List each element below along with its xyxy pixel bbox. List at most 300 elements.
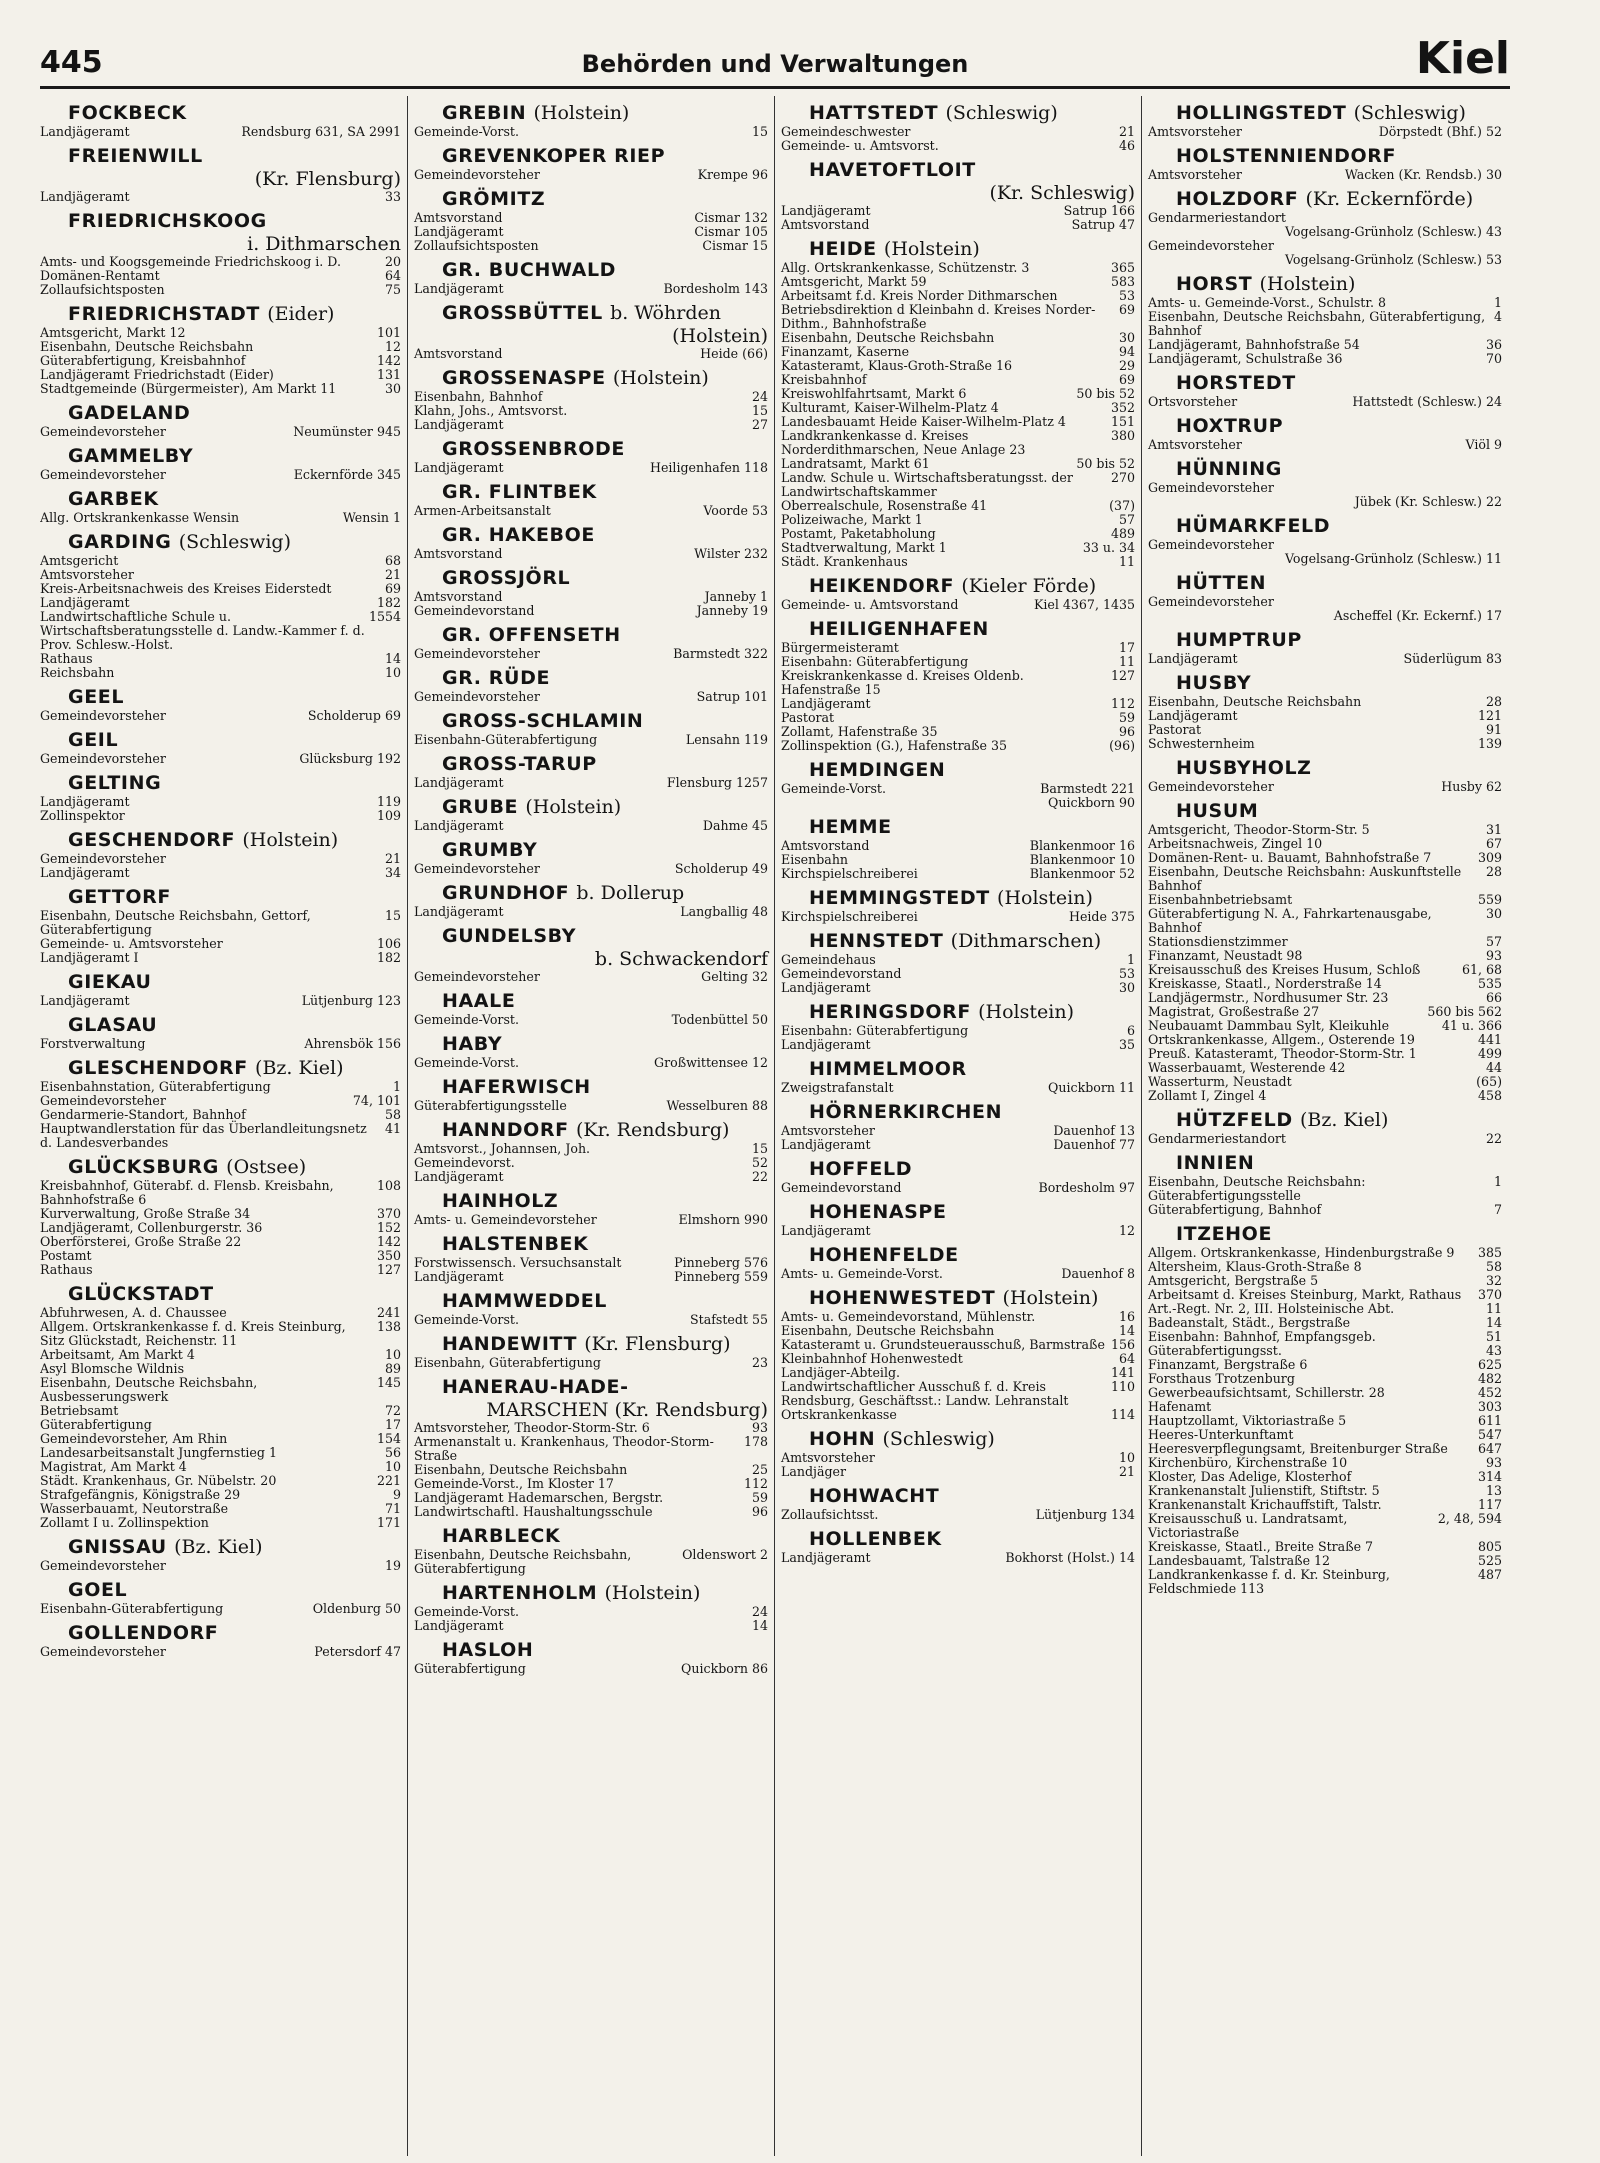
place-heading (1148, 273, 1502, 296)
entry-label: Allgem. Ortskrankenkasse, Hindenburgstraße 9 (1148, 1245, 1455, 1260)
entry-row (781, 1038, 1135, 1052)
place-name: FRIEDRICHSKOOG (68, 210, 267, 232)
place-block (414, 367, 768, 432)
entry-row (1148, 695, 1502, 709)
place-heading (781, 1101, 1135, 1124)
entry-label: Eisenbahn, Deutsche Reichsbahn, Gettorf, Güterabfertigung (40, 908, 311, 937)
entry-row (781, 839, 1135, 853)
entry-row (1148, 1061, 1502, 1075)
entry-row (414, 690, 768, 704)
entry-phone: Barmstedt 322 (673, 646, 768, 661)
entry-row (1148, 1005, 1502, 1019)
entry-row (781, 1181, 1135, 1195)
place-heading (1148, 672, 1502, 695)
place-block (781, 759, 1135, 810)
place-block (40, 1579, 401, 1616)
entry-label: Gemeinde-Vorst. (414, 124, 519, 139)
entry-label: Finanzamt, Bergstraße 6 (1148, 1357, 1308, 1372)
entry-phone: 27 (751, 417, 768, 432)
place-name: HAINHOLZ (442, 1190, 559, 1212)
place-heading (781, 575, 1135, 598)
entry-row (40, 582, 401, 596)
entry-row (40, 1094, 401, 1108)
place-qualifier: (Schleswig) (178, 531, 291, 553)
place-name: HARBLECK (442, 1525, 561, 1547)
entry-label: Altersheim, Klaus-Groth-Straße 8 (1148, 1259, 1362, 1274)
entry-label: Allg. Ortskrankenkasse, Schützenstr. 3 (781, 260, 1030, 275)
entry-phone: Blankenmoor 16 (1029, 838, 1135, 853)
column-3 (774, 96, 1141, 2156)
entry-row (40, 909, 401, 937)
entry-row (414, 905, 768, 919)
entry-row (40, 809, 401, 823)
entry-row (40, 568, 401, 582)
entry-label: Städt. Krankenhaus (781, 554, 908, 569)
entry-row (1148, 552, 1502, 566)
entry-label: Eisenbahn, Bahnhof (414, 389, 543, 404)
entry-label: Landjägeramt (781, 1137, 871, 1152)
place-name: HIMMELMOOR (809, 1058, 967, 1080)
entry-phone: 101 (376, 325, 401, 340)
entry-label: Zollaufsichtsposten (40, 282, 165, 297)
entry-phone: 142 (376, 353, 401, 368)
entry-label: Amtsgericht, Markt 59 (781, 274, 927, 289)
entry-phone: 24 (751, 1604, 768, 1619)
entry-row (1148, 1033, 1502, 1047)
entry-label: Amtsvorstand (414, 346, 503, 361)
entry-phone: Todenbüttel 50 (671, 1012, 768, 1027)
entry-label: Wasserbauamt, Neutorstraße (40, 1501, 229, 1516)
entry-row (781, 953, 1135, 967)
entry-label: Gemeindevorsteher (414, 167, 540, 182)
entry-label: Amtsvorsteher (781, 1123, 875, 1138)
entry-row (781, 655, 1135, 669)
entry-label: Gemeindevorstand (781, 1180, 902, 1195)
entry-row (781, 429, 1135, 457)
entry-row (40, 994, 401, 1008)
entry-row (1148, 1344, 1502, 1358)
entry-row (40, 368, 401, 382)
place-name: GR. HAKEBOE (442, 524, 595, 546)
entry-label: Landjäger (781, 1464, 846, 1479)
entry-row (414, 1270, 768, 1284)
entry-label: Gemeinde-Vorst. (414, 1055, 519, 1070)
entry-label: Landjägeramt (40, 794, 130, 809)
entry-row (1148, 1540, 1502, 1554)
entry-phone: 1 (1493, 295, 1502, 310)
entry-row (40, 1348, 401, 1362)
entry-label: Katasteramt, Klaus-Groth-Straße 16 (781, 358, 1012, 373)
entry-row (414, 1421, 768, 1435)
entry-label: Kreiskasse, Staatl., Breite Straße 7 (1148, 1539, 1374, 1554)
entry-label: Eisenbahn, Deutsche Reichsbahn, Ausbesserungswerk (40, 1375, 258, 1404)
entry-row (1148, 1302, 1502, 1316)
place-heading (781, 1428, 1135, 1451)
place-heading (414, 753, 768, 776)
entry-row (1148, 977, 1502, 991)
entry-row (414, 590, 768, 604)
entry-row (1148, 609, 1502, 623)
entry-phone: 30 (384, 381, 401, 396)
place-block (414, 1525, 768, 1576)
place-qualifier: (Holstein) (533, 102, 630, 124)
entry-phone: (96) (1109, 738, 1135, 753)
entry-phone: 96 (1118, 724, 1135, 739)
entry-phone: 11 (1118, 654, 1135, 669)
entry-row (414, 1099, 768, 1113)
entry-phone: (65) (1476, 1074, 1502, 1089)
place-block (1148, 757, 1502, 794)
entry-label: Arbeitsamt d. Kreises Steinburg, Markt, Rathaus (1148, 1287, 1462, 1302)
entry-phone: 139 (1477, 736, 1502, 751)
entry-label: Landwirtschaftlicher Ausschuß f. d. Kreis Rendsburg, Geschäftsst.: Landw. Lehranstalt (781, 1379, 1069, 1408)
place-block (414, 438, 768, 475)
entry-phone: 72 (384, 1403, 401, 1418)
entry-label: Landjägeramt (1148, 708, 1238, 723)
entry-row (40, 666, 401, 680)
place-name: HAMMWEDDEL (442, 1290, 607, 1312)
entry-phone: 15 (751, 403, 768, 418)
entry-label: Kreisbahnhof, Güterabf. d. Flensb. Kreisbahn, Bahnhofstraße 6 (40, 1178, 334, 1207)
place-name: HOHN (809, 1428, 876, 1450)
entry-phone: 46 (1118, 138, 1135, 153)
entry-row (1148, 1372, 1502, 1386)
entry-row (781, 387, 1135, 401)
entry-row (781, 513, 1135, 527)
entry-row (40, 652, 401, 666)
entry-label: Güterabfertigung, Bahnhof (1148, 1202, 1322, 1217)
place-qualifier: (Holstein) (1259, 273, 1356, 295)
entry-label: Gemeinde-Vorst. (414, 1604, 519, 1619)
entry-row (40, 1235, 401, 1249)
place-heading (1148, 757, 1502, 780)
entry-phone: Blankenmoor 52 (1029, 866, 1135, 881)
entry-phone: 370 (376, 1206, 401, 1221)
place-heading (40, 1622, 401, 1645)
entry-row (414, 604, 768, 618)
entry-phone: Wesselburen 88 (666, 1098, 768, 1113)
entry-phone: Dauenhof 77 (1053, 1137, 1135, 1152)
place-heading (40, 886, 401, 909)
entry-row (781, 289, 1135, 303)
entry-row (40, 1108, 401, 1122)
entry-label: Landjägeramt (40, 595, 130, 610)
place-heading (40, 686, 401, 709)
place-name: HEMME (809, 816, 892, 838)
entry-phone: 114 (1110, 1407, 1135, 1422)
place-name: HEIKENDORF (809, 575, 955, 597)
place-qualifier: (Bz. Kiel) (174, 1536, 263, 1558)
place-heading (781, 1528, 1135, 1551)
entry-phone: 487 (1477, 1567, 1502, 1582)
entry-row (781, 359, 1135, 373)
entry-phone: 36 (1485, 337, 1502, 352)
entry-label: Strafgefängnis, Königstraße 29 (40, 1487, 241, 1502)
entry-label: Zollinspektor (40, 808, 125, 823)
place-name: HAALE (442, 990, 516, 1012)
entry-label: Gemeinde- u. Amtsvorstand (781, 597, 959, 612)
place-heading (414, 1639, 768, 1662)
entry-row (1148, 1175, 1502, 1203)
entry-label: Gemeindevorsteher (414, 646, 540, 661)
place-block (781, 1201, 1135, 1238)
entry-row (40, 752, 401, 766)
column-4 (1141, 96, 1508, 2156)
entry-row (414, 1548, 768, 1576)
place-heading (414, 367, 768, 390)
entry-label: Amtsvorsteher (1148, 124, 1242, 139)
entry-phone: Neumünster 945 (293, 424, 401, 439)
entry-row (414, 1605, 768, 1619)
entry-row (781, 796, 1135, 810)
entry-row (40, 1306, 401, 1320)
entry-row (1148, 851, 1502, 865)
entry-row (40, 1418, 401, 1432)
entry-phone: 30 (1118, 980, 1135, 995)
entry-label: Landesarbeitsanstalt Jungfernstieg 1 (40, 1445, 277, 1460)
place-heading (40, 402, 401, 425)
entry-phone: 10 (384, 1347, 401, 1362)
entry-row (781, 981, 1135, 995)
entry-label: Kirchspielschreiberei (781, 909, 918, 924)
entry-label: Amtsgericht (40, 553, 119, 568)
entry-phone: 15 (751, 124, 768, 139)
entry-label: Asyl Blomsche Wildnis (40, 1361, 185, 1376)
place-block (40, 1622, 401, 1659)
entry-phone: 31 (1485, 822, 1502, 837)
entry-label: Landjägeramt (781, 1550, 871, 1565)
entry-row (414, 211, 768, 225)
entry-phone: 270 (1110, 470, 1135, 485)
entry-row (781, 1224, 1135, 1238)
entry-phone: 58 (384, 1107, 401, 1122)
entry-row (781, 1124, 1135, 1138)
place-name: GNISSAU (68, 1536, 167, 1558)
entry-label: Gemeindevorsteher (40, 467, 166, 482)
entry-label: Rathaus (40, 651, 93, 666)
entry-phone: 10 (1118, 1450, 1135, 1465)
entry-phone: 119 (376, 794, 401, 809)
place-heading (40, 445, 401, 468)
entry-label: Landjägeramt (781, 1223, 871, 1238)
entry-phone: Satrup 47 (1071, 217, 1135, 232)
place-name: GEIL (68, 729, 119, 751)
place-heading (414, 925, 768, 948)
entry-phone: 109 (376, 808, 401, 823)
entry-row (414, 1505, 768, 1519)
entry-label: Kreiskasse, Staatl., Norderstraße 14 (1148, 976, 1382, 991)
entry-label: Gemeindevorsteher (40, 424, 166, 439)
place-qualifier: (Kr. Eckernförde) (1305, 188, 1474, 210)
place-qualifier: (Holstein) (997, 887, 1093, 909)
entry-row (40, 511, 401, 525)
entry-phone: Oldenswort 2 (682, 1547, 768, 1562)
place-block (40, 772, 401, 823)
entry-label: Landkrankenkasse d. Kreises Norderdithmarschen, Neue Anlage 23 (781, 428, 1026, 457)
entry-phone: 805 (1477, 1539, 1502, 1554)
entry-phone: 89 (384, 1361, 401, 1376)
place-heading (414, 1033, 768, 1056)
entry-phone: 71 (384, 1501, 401, 1516)
entry-row (781, 1465, 1135, 1479)
place-heading (414, 1233, 768, 1256)
entry-label: Gendarmeriestandort (1148, 210, 1286, 225)
entry-label: Magistrat, Großestraße 27 (1148, 1004, 1320, 1019)
entry-label: Kloster, Das Adelige, Klosterhof (1148, 1469, 1352, 1484)
entry-label: Amtsvorsteher (1148, 167, 1242, 182)
place-heading (781, 102, 1135, 125)
entry-row (781, 331, 1135, 345)
entry-label: Gemeindevorsteher (40, 851, 166, 866)
entry-label: Güterabfertigung N. A., Fahrkartenausgabe, Bahnhof (1148, 906, 1432, 935)
entry-label: Kirchenbüro, Kirchenstraße 10 (1148, 1455, 1348, 1470)
entry-phone: 499 (1477, 1046, 1502, 1061)
entry-phone: Quickborn 90 (1048, 795, 1135, 810)
entry-phone: 75 (384, 282, 401, 297)
entry-phone: 152 (376, 1220, 401, 1235)
entry-row (781, 555, 1135, 569)
place-name: HORST (1176, 273, 1253, 295)
place-heading (40, 145, 401, 168)
entry-phone: Flensburg 1257 (666, 775, 768, 790)
entry-row (1148, 1498, 1502, 1512)
place-block (40, 829, 401, 880)
entry-label: Landesbauamt Heide Kaiser-Wilhelm-Platz 4 (781, 414, 1066, 429)
entry-row (781, 739, 1135, 753)
entry-label: Eisenbahn-Güterabfertigung (414, 732, 598, 747)
entry-label: Kleinbahnhof Hohenwestedt (781, 1351, 963, 1366)
place-block (414, 1582, 768, 1633)
place-block (40, 1057, 401, 1150)
entry-row (40, 1249, 401, 1263)
entry-label: Gemeindevorsteher (40, 751, 166, 766)
entry-label: Forstwissensch. Versuchsanstalt (414, 1255, 622, 1270)
entry-row (414, 225, 768, 239)
entry-phone: 10 (384, 665, 401, 680)
entry-row (40, 1645, 401, 1659)
entry-phone: 14 (751, 1618, 768, 1633)
place-qualifier-line: (Kr. Flensburg) (254, 168, 401, 190)
entry-label: Eisenbahn, Deutsche Reichsbahn (781, 1323, 995, 1338)
entry-row (781, 641, 1135, 655)
entry-phone: 145 (376, 1375, 401, 1390)
place-heading (40, 1283, 401, 1306)
place-name: HOHENWESTEDT (809, 1287, 996, 1309)
entry-row (40, 468, 401, 482)
entry-phone: 117 (1477, 1497, 1502, 1512)
place-block (781, 618, 1135, 753)
entry-phone: 25 (751, 1462, 768, 1477)
place-qualifier: (Schleswig) (1353, 102, 1466, 124)
entry-label: Bürgermeisteramt (781, 640, 899, 655)
entry-phone: 22 (751, 1169, 768, 1184)
entry-row (781, 204, 1135, 218)
entry-phone: Bokhorst (Holst.) 14 (1005, 1550, 1135, 1565)
place-heading (1148, 372, 1502, 395)
place-name: HÜMARKFELD (1176, 515, 1331, 537)
entry-row (781, 125, 1135, 139)
entry-label: Eisenbahn: Güterabfertigung (781, 654, 969, 669)
place-heading (414, 667, 768, 690)
entry-row (40, 1179, 401, 1207)
place-heading (1148, 1152, 1502, 1175)
entry-phone: 7 (1493, 1202, 1502, 1217)
place-name: HANNDORF (442, 1119, 569, 1141)
entry-row (1148, 1554, 1502, 1568)
place-block (1148, 515, 1502, 566)
entry-row (414, 1256, 768, 1270)
entry-phone: 50 bis 52 (1076, 456, 1135, 471)
place-qualifier: (Schleswig) (945, 102, 1058, 124)
entry-label: Domänen-Rentamt (40, 268, 160, 283)
place-name: HANDEWITT (442, 1333, 578, 1355)
entry-phone: 17 (1118, 640, 1135, 655)
place-name: HORSTEDT (1176, 372, 1296, 394)
entry-phone: Cismar 105 (694, 224, 768, 239)
entry-phone: Scholderup 49 (674, 861, 768, 876)
entry-phone: 51 (1485, 1329, 1502, 1344)
entry-phone: Jübek (Kr. Schlesw.) 22 (1354, 494, 1502, 509)
entry-row (40, 1460, 401, 1474)
place-heading (40, 1156, 401, 1179)
entry-phone: Dauenhof 13 (1053, 1123, 1135, 1138)
place-block (414, 925, 768, 984)
entry-phone: Vogelsang-Grünholz (Schlesw.) 43 (1284, 224, 1502, 239)
entry-phone: 303 (1477, 1399, 1502, 1414)
entry-label: Eisenbahn-Güterabfertigung (40, 1601, 224, 1616)
entry-row (414, 1435, 768, 1463)
place-block (414, 624, 768, 661)
place-name: HEMMINGSTEDT (809, 887, 990, 909)
entry-phone: 69 (1118, 372, 1135, 387)
entry-row (781, 782, 1135, 796)
place-heading (781, 887, 1135, 910)
entry-label: Gemeindevorsteher (414, 969, 540, 984)
entry-phone: 96 (751, 1504, 768, 1519)
entry-phone: 21 (384, 851, 401, 866)
place-block (414, 1033, 768, 1070)
entry-label: Amtsvorsteher (40, 567, 134, 582)
entry-label: Landkrankenkasse f. d. Kr. Steinburg, Feldschmiede 113 (1148, 1567, 1390, 1596)
place-name: GOEL (68, 1579, 128, 1601)
entry-row (40, 1080, 401, 1094)
place-name: HASLOH (442, 1639, 534, 1661)
entry-row (1148, 935, 1502, 949)
entry-phone: 10 (384, 1459, 401, 1474)
entry-label: Kreisausschuß des Kreises Husum, Schloß (1148, 962, 1421, 977)
place-block (40, 445, 401, 482)
place-heading (781, 238, 1135, 261)
place-name: GUNDELSBY (442, 925, 577, 947)
place-name: GOLLENDORF (68, 1622, 219, 1644)
entry-row (414, 970, 768, 984)
entry-label: Amts- u. Gemeindevorstand, Mühlenstr. (781, 1309, 1036, 1324)
entry-phone: 14 (384, 651, 401, 666)
entry-phone: 458 (1477, 1088, 1502, 1103)
entry-label: Gemeinde-Vorst. (781, 781, 886, 796)
place-heading (781, 618, 1135, 641)
place-name: HOHENFELDE (809, 1244, 959, 1266)
place-heading (414, 1076, 768, 1099)
place-name: ITZEHOE (1176, 1223, 1273, 1245)
entry-label: Gemeindevorsteher, Am Rhin (40, 1431, 228, 1446)
entry-label: Krankenanstalt Krichauffstift, Talstr. (1148, 1497, 1382, 1512)
place-heading (414, 796, 768, 819)
entry-row (414, 461, 768, 475)
entry-label: Eisenbahn, Deutsche Reichsbahn (40, 339, 254, 354)
entry-phone: 28 (1485, 864, 1502, 879)
entry-phone: 583 (1110, 274, 1135, 289)
